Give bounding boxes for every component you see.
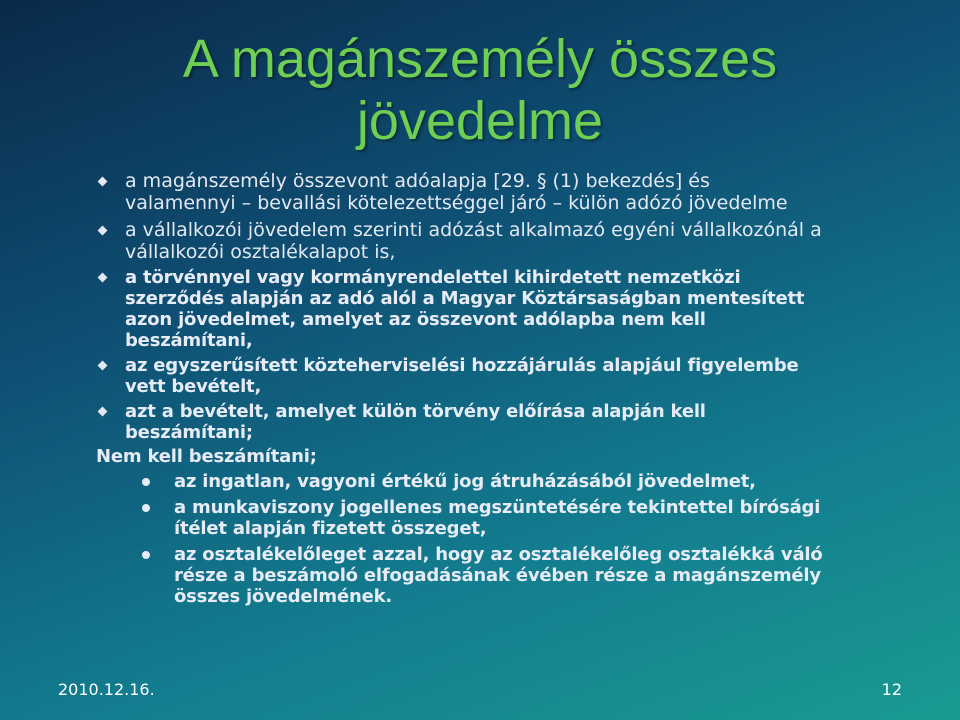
- sub-bullet-item-2: [96, 497, 826, 539]
- bullet-item-3: [96, 267, 826, 351]
- diamond-bullet-icon: [98, 407, 108, 417]
- page-number: 12: [881, 680, 902, 699]
- not-included-heading: Nem kell beszámítani;: [96, 446, 317, 467]
- dot-bullet-icon: [142, 551, 150, 559]
- bullet-text-5: azt a bevételt, amelyet külön törvény előírása alapján kell beszámítani;: [125, 401, 706, 443]
- title-line-1: A magánszemély összes: [182, 29, 778, 89]
- bullet-item-5: [96, 401, 826, 443]
- title-line-2: jövedelme: [356, 91, 604, 151]
- dot-bullet-icon: [142, 504, 150, 512]
- bullet-item-1: [96, 170, 826, 214]
- slide-content: [96, 170, 826, 612]
- sub-bullet-text-3: az osztalékelőleget azzal, hogy az osztalékelőleg osztalékká váló része a beszámoló elfogadásának évében része a magánszemély összes jövedelmének.: [174, 544, 823, 607]
- sub-bullet-text-1: az ingatlan, vagyoni értékű jog átruházásából jövedelmet,: [174, 471, 756, 492]
- diamond-bullet-icon: [98, 226, 108, 236]
- bullet-text-3: a törvénnyel vagy kormányrendelettel kihirdetett nemzetközi szerződés alapján az adó alól a Magyar Köztársaságban mentesített azon jövedelmet, amelyet az összevont adólapba nem kell beszámítani,: [125, 267, 805, 351]
- bullet-item-2: [96, 219, 826, 263]
- sub-bullet-item-3: [96, 544, 826, 607]
- bullet-item-4: [96, 355, 826, 397]
- slide-title: [100, 28, 860, 152]
- dot-bullet-icon: [142, 478, 150, 486]
- diamond-bullet-icon: [98, 273, 108, 283]
- sub-bullet-list: [96, 471, 826, 607]
- footer-date: 2010.12.16.: [58, 680, 155, 699]
- sub-bullet-item-1: [96, 471, 826, 492]
- bullet-text-4: az egyszerűsített közteherviselési hozzájárulás alapjául figyelembe vett bevételt,: [125, 355, 799, 397]
- diamond-bullet-icon: [98, 177, 108, 187]
- sub-bullet-text-2: a munkaviszony jogellenes megszüntetésére tekintettel bírósági ítélet alapján fizetett összeget,: [174, 497, 821, 539]
- bullet-list: [96, 170, 826, 443]
- bullet-text-1: a magánszemély összevont adóalapja [29. § (1) bekezdés] és valamennyi – bevallási kötelezettséggel járó – külön adózó jövedelme: [125, 170, 788, 214]
- diamond-bullet-icon: [98, 361, 108, 371]
- bullet-text-2: a vállalkozói jövedelem szerinti adózást alkalmazó egyéni vállalkozónál a vállalkozói osztalékalapot is,: [125, 219, 822, 263]
